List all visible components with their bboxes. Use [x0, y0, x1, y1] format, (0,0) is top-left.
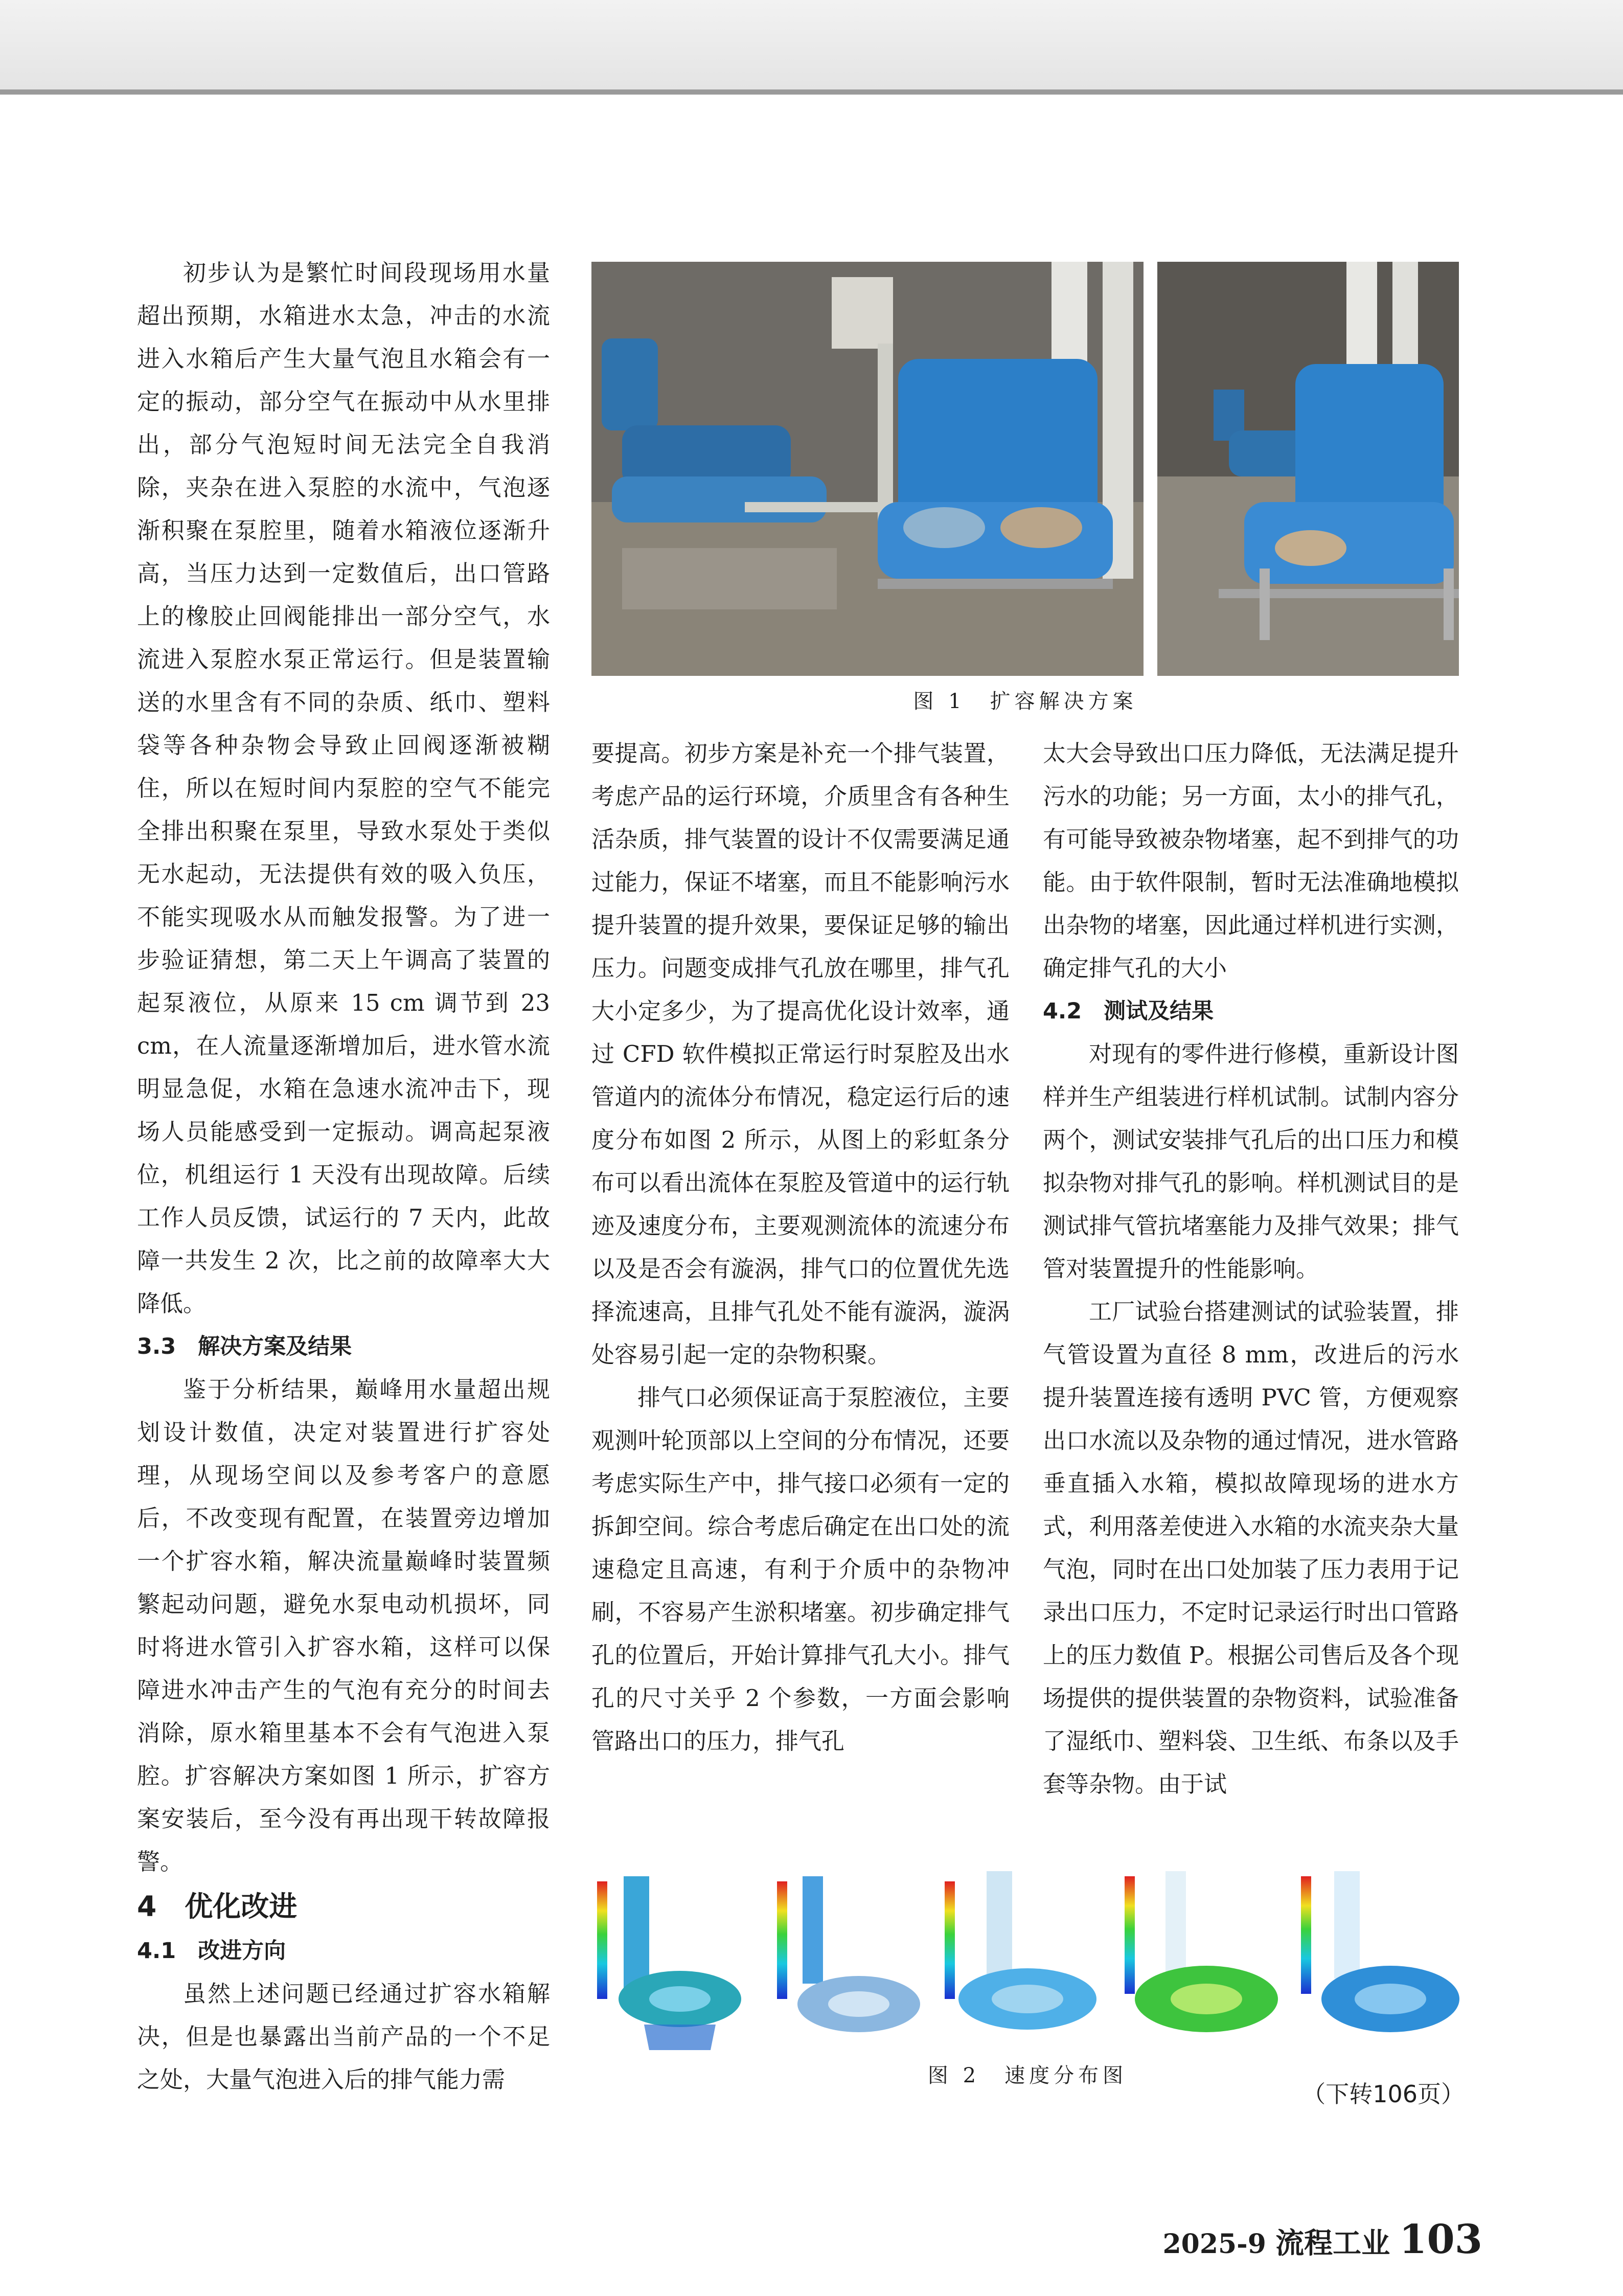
paragraph: 鉴于分析结果，巅峰用水量超出规划设计数值，决定对装置进行扩容处理，从现场空间以及参考客户的意愿后，不改变现有配置，在装置旁边增加一个扩容水箱，解决流量巅峰时装置频繁起动问题，避免水泵电动机损坏，同时将进水管引入扩容水箱，这样可以保障进水冲击产生的气泡有充分的时间去消除，原水箱里基本不会有气泡进入泵腔。扩容解决方案如图 1 所示，扩容方案安装后，至今没有再出现干转故障报警。 — [137, 1376, 550, 1875]
text-column-right — [1043, 732, 1459, 1806]
figure-1-photo-left — [591, 262, 1144, 676]
top-header-band — [0, 0, 1623, 95]
paragraph: 太大会导致出口压力降低，无法满足提升污水的功能；另一方面，太小的排气孔，有可能导致被杂物堵塞，起不到排气的功能。由于软件限制，暂时无法准确地模拟出杂物的堵塞，因此通过样机进行实测，确定排气孔的大小 — [1043, 740, 1459, 982]
paragraph: 初步认为是繁忙时间段现场用水量超出预期，水箱进水太急，冲击的水流进入水箱后产生大量气泡且水箱会有一定的振动，部分空气在振动中从水里排出，部分气泡短时间无法完全自我消除，夹杂在进入泵腔的水流中，气泡逐渐积聚在泵腔里，随着水箱液位逐渐升高，当压力达到一定数值后，出口管路上的橡胶止回阀能排出一部分空气，水流进入泵腔水泵正常运行。但是装置输送的水里含有不同的杂质、纸巾、塑料袋等各种杂物会导致止回阀逐渐被糊住，所以在短时间内泵腔的空气不能完全排出积聚在泵里，导致水泵处于类似无水起动，无法提供有效的吸入负压，不能实现吸水从而触发报警。为了进一步验证猜想，第二天上午调高了装置的起泵液位，从原来 15 cm 调节到 23 cm，在人流量逐渐增加后，进水管水流明显急促，水箱在急速水流冲击下，现场人员能感受到一定振动。调高起泵液位，机组运行 1 天没有出现故障。后续工作人员反馈，试运行的 7 天内，此故障一共发生 2 次，比之前的故障率大大降低。 — [137, 259, 550, 1317]
footer-magazine: 流程工业 — [1275, 2227, 1390, 2260]
paragraph: 要提高。初步方案是补充一个排气装置，考虑产品的运行环境，介质里含有各种生活杂质，排气装置的设计不仅需要满足通过能力，保证不堵塞，而且不能影响污水提升装置的提升效果，要保证足够的输出压力。问题变成排气孔放在哪里，排气孔大小定多少，为了提高优化设计效率，通过 CFD 软件模拟正常运行时泵腔及出水管道内的流体分布情况，稳定运行后的速度分布如图 2 所示，从图上的彩虹条分布可以看出流体在泵腔及管道中的运行轨迹及速度分布，主要观测流体的流速分布以及是否会有漩涡，排气口的位置优先选择流速高，且排气孔处不能有漩涡，漩涡处容易引起一定的杂物积聚。 — [591, 740, 1010, 1368]
text-column-middle — [591, 732, 1010, 1763]
cfd-panel-1 — [597, 1876, 741, 2050]
section-heading: 4 优化改进 — [137, 1890, 298, 1923]
figure-1-caption: 图 1 扩容解决方案 — [913, 690, 1137, 713]
subsection-heading: 4.1 改进方向 — [137, 1938, 286, 1964]
cfd-panel-5 — [1301, 1871, 1459, 2032]
cfd-panel-2 — [777, 1876, 920, 2032]
figure-2-caption: 图 2 速度分布图 — [927, 2064, 1128, 2087]
footer-date: 2025-9 — [1162, 2229, 1266, 2260]
cfd-panel-4 — [1125, 1871, 1278, 2032]
figure-1-photo-right — [1157, 262, 1459, 676]
figure-2-cfd-panels — [593, 1861, 1462, 2055]
text-column-left — [137, 252, 550, 2101]
paragraph: 虽然上述问题已经通过扩容水箱解决，但是也暴露出当前产品的一个不足之处，大量气泡进入后的排气能力需 — [137, 1980, 550, 2093]
subsection-heading: 3.3 解决方案及结果 — [137, 1334, 352, 1359]
page-number: 103 — [1399, 2216, 1482, 2263]
subsection-heading: 4.2 测试及结果 — [1043, 998, 1214, 1024]
paragraph: 排气口必须保证高于泵腔液位，主要观测叶轮顶部以上空间的分布情况，还要考虑实际生产中，排气接口必须有一定的拆卸空间。综合考虑后确定在出口处的流速稳定且高速，有利于介质中的杂物冲刷，不容易产生淤积堵塞。初步确定排气孔的位置后，开始计算排气孔大小。排气孔的尺寸关乎 2 个参数，一方面会影响管路出口的压力，排气孔 — [591, 1384, 1010, 1755]
paragraph: 工厂试验台搭建测试的试验装置，排气管设置为直径 8 mm，改进后的污水提升装置连接有透明 PVC 管，方便观察出口水流以及杂物的通过情况，进水管路垂直插入水箱，模拟故障现场的进水方式，利用落差使进入水箱的水流夹杂大量气泡，同时在出口处加装了压力表用于记录出口压力，不定时记录运行时出口管路上的压力数值 P。根据公司售后及各个现场提供的提供装置的杂物资料，试验准备了湿纸巾、塑料袋、卫生纸、布条以及手套等杂物。由于试 — [1043, 1298, 1459, 1798]
page-footer — [1162, 2216, 1482, 2263]
paragraph: 对现有的零件进行修模，重新设计图样并生产组装进行样机试制。试制内容分两个，测试安装排气孔后的出口压力和模拟杂物对排气孔的影响。样机测试目的是测试排气管抗堵塞能力及排气效果；排气管对装置提升的性能影响。 — [1043, 1040, 1459, 1282]
continued-note: （下转106页） — [1302, 2080, 1465, 2108]
cfd-panel-3 — [945, 1871, 1096, 2030]
